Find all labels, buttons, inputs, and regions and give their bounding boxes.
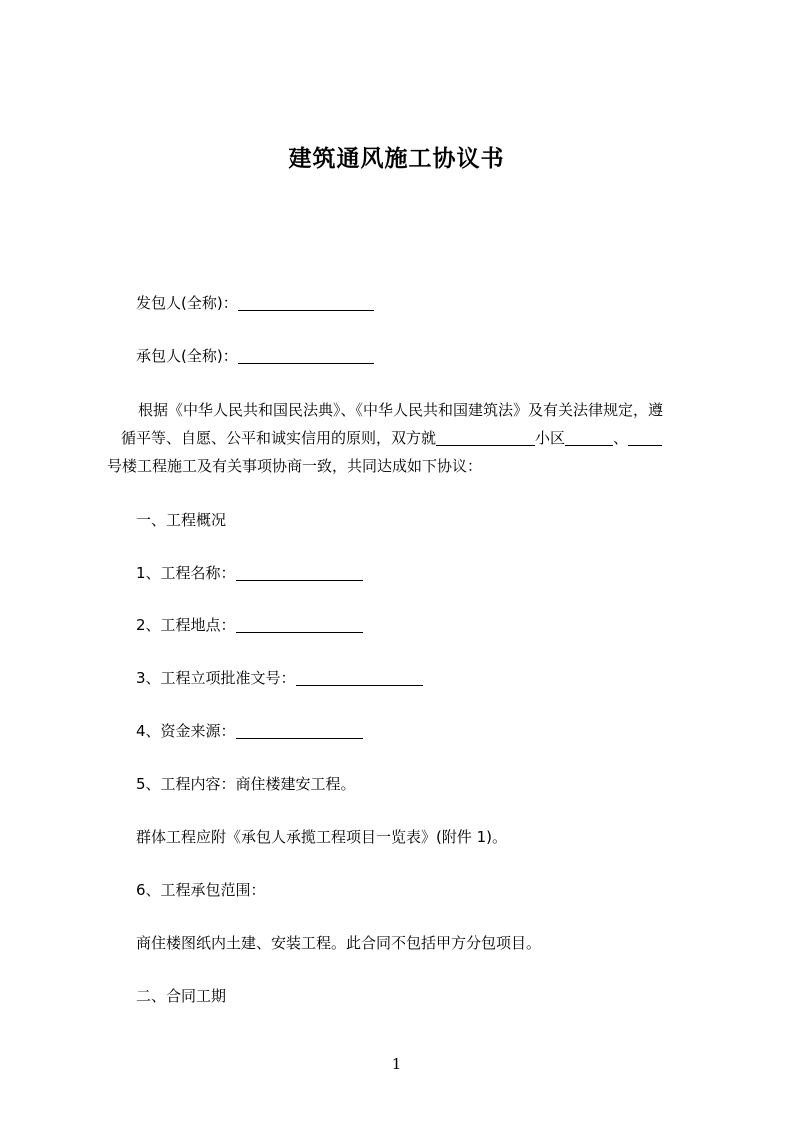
item1-line xyxy=(136,562,363,583)
intro-line-1: 根据《中华人民共和国民法典》、《中华人民共和国建筑法》及有关法律规定，遵 xyxy=(138,401,664,419)
employer-blank[interactable] xyxy=(238,295,374,311)
intro-separator: 、 xyxy=(613,429,629,447)
intro-line-3: 号楼工程施工及有关事项协商一致，共同达成如下协议： xyxy=(107,457,483,475)
building-number-blank-1[interactable] xyxy=(565,430,613,446)
project-name-field[interactable] xyxy=(236,565,363,581)
item6-line: 6、工程承包范围： xyxy=(136,881,266,899)
scope-text: 商住楼图纸内土建、安装工程。此合同不包括甲方分包项目。 xyxy=(136,934,542,952)
page-number: 1 xyxy=(391,1055,402,1073)
project-location-field[interactable] xyxy=(236,617,363,633)
item4-line xyxy=(136,720,363,741)
item2-label: 2、工程地点： xyxy=(136,616,236,634)
employer-label: 发包人(全称)： xyxy=(136,294,238,312)
attachment-note: 群体工程应附《承包人承揽工程项目一览表》(附件 1)。 xyxy=(136,828,508,846)
section2-heading: 二、合同工期 xyxy=(136,987,227,1005)
item3-label: 3、工程立项批准文号： xyxy=(136,669,296,687)
document-title: 建筑通风施工协议书 xyxy=(288,146,505,172)
intro-line-2-text: 循平等、自愿、公平和诚实信用的原则，双方就 xyxy=(121,429,437,447)
contractor-label: 承包人(全称)： xyxy=(136,347,238,365)
intro-district-label: 小区 xyxy=(535,429,566,447)
item4-label: 4、资金来源： xyxy=(136,722,236,740)
project-name-blank[interactable] xyxy=(436,430,535,446)
employer-line xyxy=(136,292,374,313)
approval-number-field[interactable] xyxy=(296,670,423,686)
item2-line xyxy=(136,614,363,635)
item3-line xyxy=(136,667,423,688)
building-number-blank-2[interactable] xyxy=(628,430,662,446)
funding-source-field[interactable] xyxy=(236,723,363,739)
intro-line-2 xyxy=(121,427,662,448)
contractor-line xyxy=(136,345,374,366)
item1-label: 1、工程名称： xyxy=(136,564,236,582)
contractor-blank[interactable] xyxy=(238,348,374,364)
item5-line: 5、工程内容：商住楼建安工程。 xyxy=(136,775,356,793)
section1-heading: 一、工程概况 xyxy=(136,511,227,529)
